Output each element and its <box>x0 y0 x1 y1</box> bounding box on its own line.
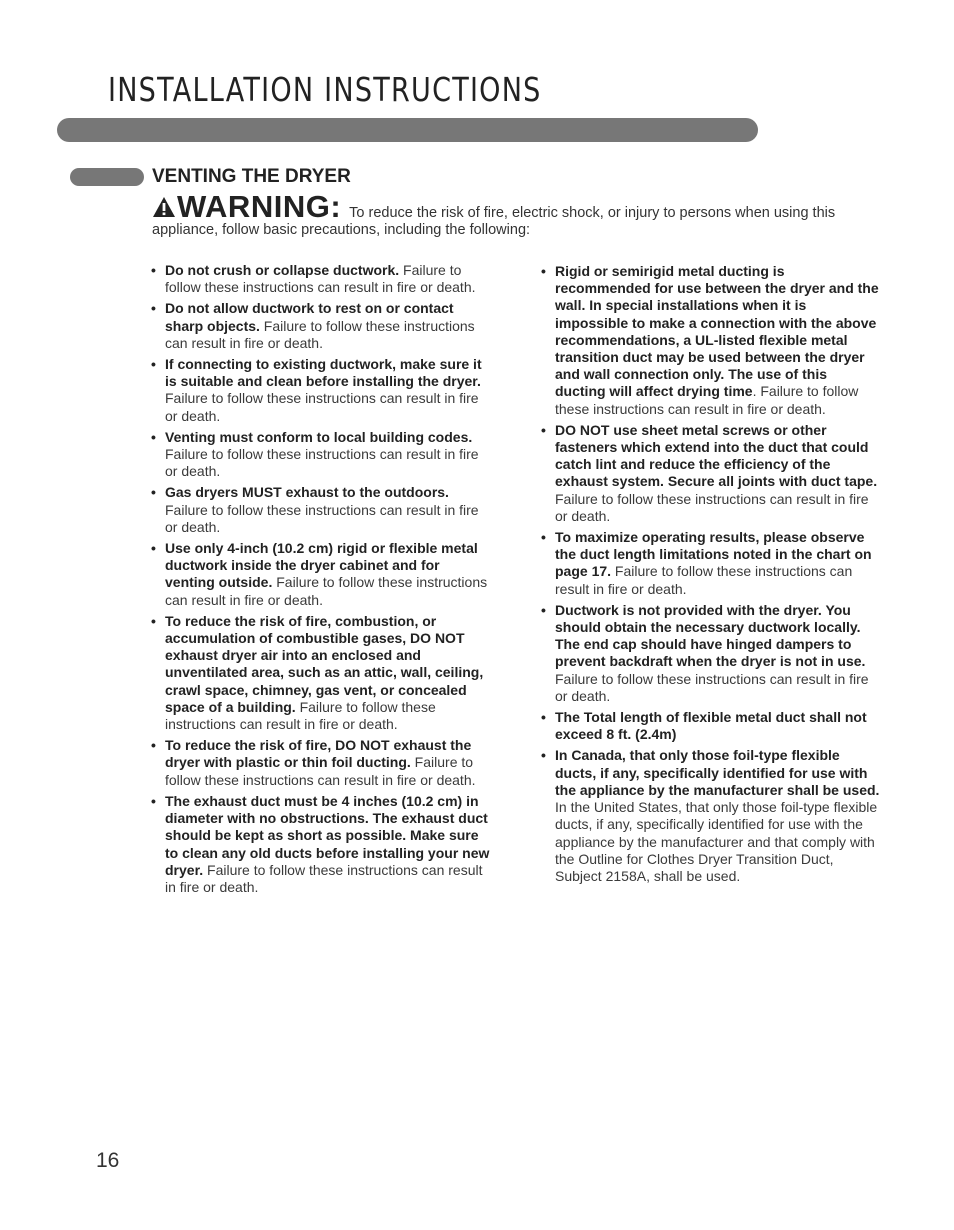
precaution-item <box>541 602 881 705</box>
bullet-icon: • <box>541 747 546 764</box>
bullet-icon: • <box>541 421 546 438</box>
bullet-icon: • <box>151 484 156 501</box>
bullet-icon: • <box>151 612 156 629</box>
bullet-icon: • <box>151 300 156 317</box>
precaution-bold-text: The Total length of flexible metal duct shall not exceed 8 ft. (2.4m) <box>555 709 867 743</box>
precaution-bold-text: To maximize operating results, please observe the duct length limitations noted in the chart on page 17. <box>555 529 872 580</box>
precaution-bold-text: To reduce the risk of fire, DO NOT exhaust the dryer with plastic or thin foil ducting. <box>165 737 472 771</box>
page-number: 16 <box>96 1149 120 1172</box>
precaution-consequence-text: Failure to follow these instructions can result in fire or death. <box>165 861 483 895</box>
precaution-item <box>541 263 881 418</box>
precaution-consequence-text: Failure to follow these instructions can result in fire or death. <box>165 501 479 535</box>
precaution-item <box>151 300 491 352</box>
warning-text: To reduce the risk of fire, electric shock, or injury to persons when using this appliance, follow basic precautions, including the following: <box>152 205 836 238</box>
precaution-consequence-text: Failure to follow these instructions can result in fire or death. <box>165 262 476 296</box>
precaution-consequence-text: Failure to follow these instructions can result in fire or death. <box>165 446 479 480</box>
precaution-item <box>151 737 491 789</box>
section-title: VENTING THE DRYER <box>152 166 351 187</box>
precaution-bold-text: The exhaust duct must be 4 inches (10.2 cm) in diameter with no obstructions. The exhaust duct should be kept as short as possible. Make sure to clean any old ducts before installing your new dryer. <box>165 792 490 878</box>
bullet-icon: • <box>541 263 546 279</box>
warning-block <box>152 189 874 239</box>
left-column-list <box>151 262 491 900</box>
precaution-item <box>541 529 881 598</box>
precaution-consequence-text: Failure to follow these instructions can result in fire or death. <box>165 574 488 608</box>
bullet-icon: • <box>541 529 546 546</box>
bullet-icon: • <box>151 262 156 278</box>
precaution-item <box>541 747 881 885</box>
bullet-icon: • <box>151 428 156 445</box>
bullet-icon: • <box>151 356 156 373</box>
precaution-item <box>151 484 491 536</box>
precaution-bold-text: Gas dryers MUST exhaust to the outdoors. <box>165 484 449 501</box>
section-marker-pill <box>70 168 144 186</box>
title-divider-bar <box>57 118 758 142</box>
precaution-bold-text: Ductwork is not provided with the dryer. You should obtain the necessary ductwork locally. The end cap should have hinged dampers to prevent backdraft when the dryer is not in use. <box>555 601 866 670</box>
precaution-item <box>541 709 881 743</box>
precaution-bold-text: To reduce the risk of fire, combustion, or accumulation of combustible gases, DO NOT exhaust dryer air into an enclosed and unventilated area, such as an attic, wall, ceiling, crawl space, chimney, gas vent, or concealed space of a building. <box>165 612 484 715</box>
precaution-item <box>151 262 491 296</box>
precaution-consequence-text: In the United States, that only those foil-type flexible ducts, if any, specifically identified for use with the appliance by the manufacturer and that comply with the Outline for Clothes Dryer Transition Duct, Subject 2158A, shall be used. <box>555 799 878 884</box>
bullet-icon: • <box>541 709 546 726</box>
bullet-icon: • <box>151 737 156 754</box>
precaution-item <box>541 422 881 525</box>
bullet-icon: • <box>151 792 156 809</box>
precaution-bold-text: If connecting to existing ductwork, make sure it is suitable and clean before installing the dryer. <box>165 356 482 390</box>
precaution-consequence-text: Failure to follow these instructions can result in fire or death. <box>555 563 853 597</box>
precaution-bold-text: DO NOT use sheet metal screws or other fasteners which extend into the duct that could catch lint and reduce the efficiency of the exhaust system. Secure all joints with duct tape. <box>555 421 878 490</box>
precaution-consequence-text: Failure to follow these instructions can result in fire or death. <box>165 317 475 351</box>
precaution-consequence-text: Failure to follow these instructions can result in fire or death. <box>165 390 479 424</box>
precaution-consequence-text: Failure to follow these instructions can result in fire or death. <box>555 670 869 704</box>
precaution-item <box>151 356 491 425</box>
precaution-item <box>151 613 491 733</box>
precaution-item <box>151 429 491 481</box>
warning-triangle-icon <box>152 196 176 218</box>
precaution-bold-text: Use only 4-inch (10.2 cm) rigid or flexible metal ductwork inside the dryer cabinet and for venting outside. <box>165 540 478 591</box>
bullet-icon: • <box>151 540 156 557</box>
precaution-bold-text: Rigid or semirigid metal ducting is recommended for use between the dryer and the wall. In special installations when it is impossible to make a connection with the above recommendations, a UL-listed flexible metal transition duct may be used between the dryer and wall connection only. The use of this ducting will affect drying time <box>555 263 879 400</box>
warning-label: WARNING: <box>177 189 342 224</box>
right-column-list <box>541 263 881 889</box>
precaution-consequence-text: . Failure to follow these instructions can result in fire or death. <box>555 383 859 417</box>
precaution-consequence-text: Failure to follow these instructions can result in fire or death. <box>165 698 436 733</box>
precaution-bold-text: In Canada, that only those foil-type flexible ducts, if any, specifically identified for use with the appliance by the manufacturer shall be used. <box>555 747 880 798</box>
bullet-icon: • <box>541 601 546 618</box>
precaution-item <box>151 540 491 609</box>
precaution-bold-text: Do not allow ductwork to rest on or contact sharp objects. <box>165 300 454 334</box>
precaution-item <box>151 793 491 896</box>
page-title: INSTALLATION INSTRUCTIONS <box>108 70 542 109</box>
precaution-consequence-text: Failure to follow these instructions can result in fire or death. <box>165 754 476 788</box>
precaution-bold-text: Do not crush or collapse ductwork. <box>165 262 400 278</box>
precaution-consequence-text: Failure to follow these instructions can result in fire or death. <box>555 490 869 524</box>
precaution-bold-text: Venting must conform to local building codes. <box>165 428 473 445</box>
